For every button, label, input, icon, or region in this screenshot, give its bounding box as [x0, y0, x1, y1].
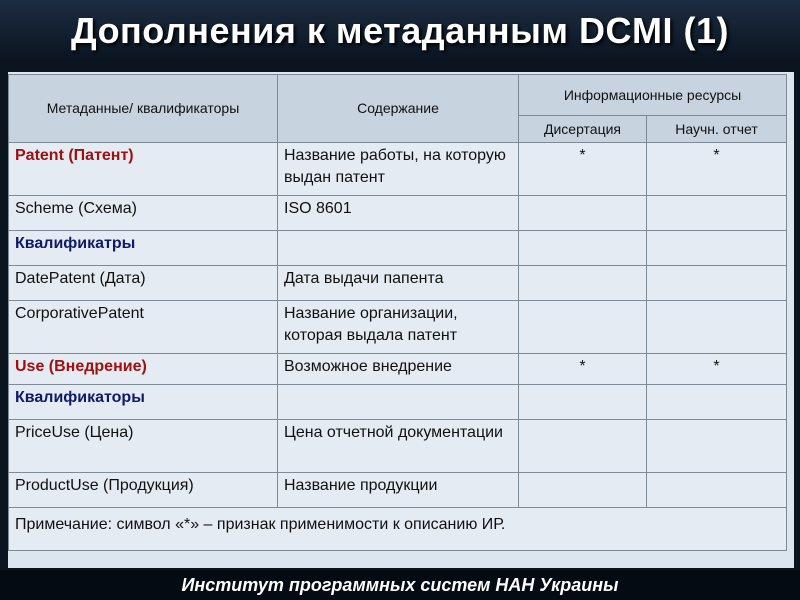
- row-content: Цена отчетной документации: [278, 420, 519, 473]
- table-row: [9, 354, 787, 385]
- table-row: [9, 266, 787, 301]
- row-metadata: Use (Внедрение): [9, 354, 278, 385]
- row-report-mark: [647, 301, 787, 354]
- row-report-mark: *: [647, 143, 787, 196]
- footer-institute: Институт программных систем НАН Украины: [0, 570, 800, 600]
- row-metadata: Квалификаторы: [9, 385, 278, 420]
- header-content: Содержание: [278, 75, 519, 143]
- slide-title: Дополнения к метаданным DCMI (1): [0, 0, 800, 62]
- table-row: [9, 231, 787, 266]
- table-row: [9, 420, 787, 473]
- table-row: [9, 143, 787, 196]
- note-row: [9, 508, 787, 551]
- table-note: Примечание: символ «*» – признак применимости к описанию ИР.: [9, 508, 787, 551]
- row-metadata: PriceUse (Цена): [9, 420, 278, 473]
- row-report-mark: [647, 266, 787, 301]
- table-row: [9, 196, 787, 231]
- table-header-row: [9, 75, 787, 116]
- row-dissertation-mark: [519, 266, 647, 301]
- table-row: [9, 301, 787, 354]
- row-dissertation-mark: [519, 231, 647, 266]
- metadata-table: [8, 74, 787, 551]
- row-metadata: Scheme (Схема): [9, 196, 278, 231]
- header-dissertation: Дисертация: [519, 116, 647, 143]
- row-dissertation-mark: [519, 473, 647, 508]
- row-metadata: DatePatent (Дата): [9, 266, 278, 301]
- row-content: Название организации, которая выдала патент: [278, 301, 519, 354]
- row-dissertation-mark: *: [519, 143, 647, 196]
- row-report-mark: [647, 473, 787, 508]
- row-report-mark: *: [647, 354, 787, 385]
- table-row: [9, 473, 787, 508]
- row-dissertation-mark: [519, 420, 647, 473]
- row-metadata: CorporativePatent: [9, 301, 278, 354]
- row-dissertation-mark: [519, 385, 647, 420]
- row-dissertation-mark: *: [519, 354, 647, 385]
- row-content: Возможное внедрение: [278, 354, 519, 385]
- row-dissertation-mark: [519, 196, 647, 231]
- row-metadata: ProductUse (Продукция): [9, 473, 278, 508]
- row-content: [278, 385, 519, 420]
- row-content: ISO 8601: [278, 196, 519, 231]
- row-content: Дата выдачи папента: [278, 266, 519, 301]
- row-report-mark: [647, 385, 787, 420]
- row-report-mark: [647, 420, 787, 473]
- header-metadata: Метаданные/ квалификаторы: [9, 75, 278, 143]
- row-report-mark: [647, 231, 787, 266]
- row-content: Название работы, на которую выдан патент: [278, 143, 519, 196]
- row-content: [278, 231, 519, 266]
- row-content: Название продукции: [278, 473, 519, 508]
- header-report: Научн. отчет: [647, 116, 787, 143]
- header-info-resources: Информационные ресурсы: [519, 75, 787, 116]
- row-dissertation-mark: [519, 301, 647, 354]
- row-metadata: Квалификатры: [9, 231, 278, 266]
- row-metadata: Patent (Патент): [9, 143, 278, 196]
- table-row: [9, 385, 787, 420]
- row-report-mark: [647, 196, 787, 231]
